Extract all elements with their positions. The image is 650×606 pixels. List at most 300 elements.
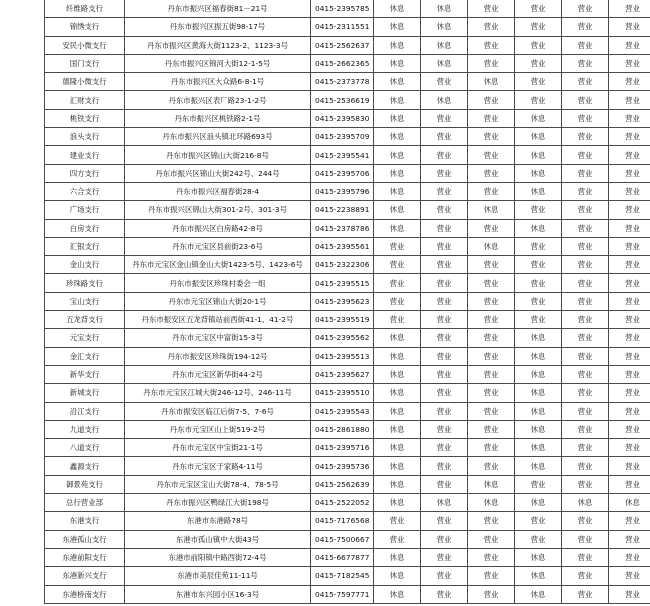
- branch-phone-cell: 0415-2395716: [311, 439, 374, 457]
- day-status-cell: 营业: [562, 384, 609, 402]
- branch-name-cell: 九道支行: [45, 420, 125, 438]
- table-body: [45, 0, 650, 603]
- table-row: [45, 182, 650, 200]
- day-status-cell: 营业: [609, 365, 650, 383]
- branch-name-cell: 总行营业部: [45, 494, 125, 512]
- day-status-cell: 营业: [515, 237, 562, 255]
- day-status-cell: 营业: [562, 439, 609, 457]
- day-status-cell: 营业: [609, 109, 650, 127]
- branch-name-cell: 鑫源支行: [45, 457, 125, 475]
- branch-phone-cell: 0415-2395709: [311, 128, 374, 146]
- day-status-cell: 营业: [562, 237, 609, 255]
- table-row: [45, 128, 650, 146]
- branch-name-cell: 宝山支行: [45, 292, 125, 310]
- day-status-cell: 营业: [421, 73, 468, 91]
- day-status-cell: 休息: [421, 91, 468, 109]
- day-status-cell: 营业: [562, 585, 609, 603]
- day-status-cell: 营业: [609, 219, 650, 237]
- day-status-cell: 营业: [609, 567, 650, 585]
- day-status-cell: 营业: [609, 54, 650, 72]
- table-row: [45, 567, 650, 585]
- branch-name-cell: 国门支行: [45, 54, 125, 72]
- day-status-cell: 休息: [515, 164, 562, 182]
- day-status-cell: 营业: [421, 530, 468, 548]
- branch-phone-cell: 0415-2395627: [311, 365, 374, 383]
- day-status-cell: 休息: [374, 420, 421, 438]
- day-status-cell: 营业: [468, 439, 515, 457]
- day-status-cell: 营业: [609, 292, 650, 310]
- branch-name-cell: 金山支行: [45, 256, 125, 274]
- day-status-cell: 营业: [515, 512, 562, 530]
- table-row: [45, 256, 650, 274]
- table-row: [45, 292, 650, 310]
- branch-address-cell: 丹东市振兴区桃铁路2-1号: [125, 109, 311, 127]
- branch-address-cell: 丹东市元宝区锦山大街20-1号: [125, 292, 311, 310]
- day-status-cell: 营业: [468, 36, 515, 54]
- table-row: [45, 91, 650, 109]
- table-row: [45, 494, 650, 512]
- day-status-cell: 营业: [468, 420, 515, 438]
- day-status-cell: 营业: [609, 256, 650, 274]
- day-status-cell: 营业: [468, 54, 515, 72]
- day-status-cell: 营业: [468, 146, 515, 164]
- day-status-cell: 休息: [374, 384, 421, 402]
- day-status-cell: 营业: [421, 384, 468, 402]
- day-status-cell: 营业: [421, 292, 468, 310]
- day-status-cell: 营业: [421, 201, 468, 219]
- table-row: [45, 73, 650, 91]
- day-status-cell: 营业: [515, 0, 562, 18]
- day-status-cell: 营业: [468, 256, 515, 274]
- day-status-cell: 营业: [609, 420, 650, 438]
- table-row: [45, 347, 650, 365]
- day-status-cell: 休息: [515, 329, 562, 347]
- branch-address-cell: 丹东市振兴区福春街28-4: [125, 182, 311, 200]
- day-status-cell: 营业: [562, 182, 609, 200]
- day-status-cell: 营业: [421, 164, 468, 182]
- day-status-cell: 营业: [421, 548, 468, 566]
- day-status-cell: 营业: [562, 402, 609, 420]
- branch-phone-cell: 0415-7176568: [311, 512, 374, 530]
- day-status-cell: 休息: [374, 567, 421, 585]
- day-status-cell: 营业: [421, 475, 468, 493]
- branch-phone-cell: 0415-2562639: [311, 475, 374, 493]
- day-status-cell: 休息: [374, 182, 421, 200]
- table-row: [45, 237, 650, 255]
- day-status-cell: 营业: [421, 109, 468, 127]
- day-status-cell: 营业: [609, 73, 650, 91]
- day-status-cell: 休息: [374, 109, 421, 127]
- branch-address-cell: 丹东市振兴区锦山大街216-8号: [125, 146, 311, 164]
- branch-phone-cell: 0415-2395562: [311, 329, 374, 347]
- day-status-cell: 营业: [421, 256, 468, 274]
- day-status-cell: 营业: [421, 585, 468, 603]
- day-status-cell: 营业: [562, 512, 609, 530]
- day-status-cell: 营业: [562, 311, 609, 329]
- day-status-cell: 营业: [562, 109, 609, 127]
- day-status-cell: 营业: [374, 311, 421, 329]
- branch-name-cell: 建业支行: [45, 146, 125, 164]
- day-status-cell: 休息: [515, 146, 562, 164]
- day-status-cell: 营业: [421, 219, 468, 237]
- day-status-cell: 休息: [515, 402, 562, 420]
- table-row: [45, 384, 650, 402]
- branch-phone-cell: 0415-2395519: [311, 311, 374, 329]
- branch-name-cell: 五龙背支行: [45, 311, 125, 329]
- day-status-cell: 营业: [609, 182, 650, 200]
- day-status-cell: 营业: [374, 256, 421, 274]
- day-status-cell: 休息: [374, 329, 421, 347]
- day-status-cell: 营业: [468, 219, 515, 237]
- branch-address-cell: 丹东市振兴区振五街98-17号: [125, 18, 311, 36]
- day-status-cell: 营业: [515, 530, 562, 548]
- day-status-cell: 休息: [374, 347, 421, 365]
- branch-phone-cell: 0415-2395830: [311, 109, 374, 127]
- branch-address-cell: 丹东市振兴区鸭绿江大街198号: [125, 494, 311, 512]
- day-status-cell: 休息: [515, 182, 562, 200]
- day-status-cell: 休息: [515, 457, 562, 475]
- day-status-cell: 休息: [609, 494, 650, 512]
- day-status-cell: 营业: [468, 109, 515, 127]
- day-status-cell: 营业: [468, 530, 515, 548]
- day-status-cell: 休息: [374, 201, 421, 219]
- day-status-cell: 营业: [609, 0, 650, 18]
- table-row: [45, 0, 650, 18]
- day-status-cell: 营业: [421, 512, 468, 530]
- branch-address-cell: 东港市东兴园小区16-3号: [125, 585, 311, 603]
- day-status-cell: 营业: [562, 91, 609, 109]
- day-status-cell: 营业: [609, 91, 650, 109]
- day-status-cell: 休息: [515, 219, 562, 237]
- day-status-cell: 休息: [468, 475, 515, 493]
- day-status-cell: 营业: [562, 457, 609, 475]
- branch-phone-cell: 0415-2536619: [311, 91, 374, 109]
- table-row: [45, 329, 650, 347]
- day-status-cell: 营业: [468, 347, 515, 365]
- day-status-cell: 营业: [421, 365, 468, 383]
- day-status-cell: 营业: [562, 347, 609, 365]
- branch-phone-cell: 0415-2395736: [311, 457, 374, 475]
- day-status-cell: 营业: [374, 530, 421, 548]
- day-status-cell: 营业: [609, 402, 650, 420]
- day-status-cell: 营业: [374, 292, 421, 310]
- branch-name-cell: 东港孤山支行: [45, 530, 125, 548]
- day-status-cell: 休息: [515, 494, 562, 512]
- table-row: [45, 548, 650, 566]
- branch-name-cell: 广场支行: [45, 201, 125, 219]
- branch-phone-cell: 0415-2395513: [311, 347, 374, 365]
- branch-phone-cell: 0415-2562637: [311, 36, 374, 54]
- day-status-cell: 营业: [468, 0, 515, 18]
- day-status-cell: 营业: [421, 457, 468, 475]
- day-status-cell: 营业: [609, 18, 650, 36]
- day-status-cell: 营业: [468, 384, 515, 402]
- branch-address-cell: 丹东市振安区临江后街7-5、7-6号: [125, 402, 311, 420]
- day-status-cell: 营业: [609, 164, 650, 182]
- table-row: [45, 585, 650, 603]
- branch-phone-cell: 0415-2395623: [311, 292, 374, 310]
- day-status-cell: 营业: [609, 475, 650, 493]
- branch-name-cell: 汇银支行: [45, 237, 125, 255]
- branch-address-cell: 丹东市元宝区山上街519-2号: [125, 420, 311, 438]
- branch-name-cell: 金汇支行: [45, 347, 125, 365]
- day-status-cell: 休息: [374, 36, 421, 54]
- day-status-cell: 休息: [374, 18, 421, 36]
- branch-name-cell: 六合支行: [45, 182, 125, 200]
- day-status-cell: 营业: [609, 512, 650, 530]
- day-status-cell: 营业: [421, 347, 468, 365]
- branch-name-cell: 安民小微支行: [45, 36, 125, 54]
- day-status-cell: 休息: [421, 36, 468, 54]
- day-status-cell: 营业: [609, 439, 650, 457]
- day-status-cell: 营业: [468, 311, 515, 329]
- table-row: [45, 201, 650, 219]
- day-status-cell: 营业: [468, 365, 515, 383]
- branch-address-cell: 丹东市元宝区金山镇金山大街1423-5号、1423-6号: [125, 256, 311, 274]
- table-row: [45, 54, 650, 72]
- day-status-cell: 休息: [515, 365, 562, 383]
- day-status-cell: 休息: [515, 128, 562, 146]
- day-status-cell: 营业: [562, 54, 609, 72]
- branch-address-cell: 丹东市振兴区白房路42-8号: [125, 219, 311, 237]
- day-status-cell: 营业: [562, 567, 609, 585]
- day-status-cell: 营业: [609, 585, 650, 603]
- day-status-cell: 营业: [562, 548, 609, 566]
- day-status-cell: 营业: [515, 91, 562, 109]
- day-status-cell: 休息: [515, 585, 562, 603]
- day-status-cell: 营业: [421, 567, 468, 585]
- table-row: [45, 36, 650, 54]
- table-row: [45, 475, 650, 493]
- day-status-cell: 营业: [609, 36, 650, 54]
- day-status-cell: 营业: [562, 201, 609, 219]
- day-status-cell: 休息: [374, 128, 421, 146]
- day-status-cell: 营业: [609, 548, 650, 566]
- day-status-cell: 营业: [468, 585, 515, 603]
- day-status-cell: 营业: [609, 146, 650, 164]
- day-status-cell: 休息: [468, 494, 515, 512]
- branch-phone-cell: 0415-2322306: [311, 256, 374, 274]
- day-status-cell: 营业: [421, 128, 468, 146]
- day-status-cell: 休息: [374, 365, 421, 383]
- branch-phone-cell: 0415-2311551: [311, 18, 374, 36]
- branch-name-cell: 汇财支行: [45, 91, 125, 109]
- day-status-cell: 营业: [421, 146, 468, 164]
- day-status-cell: 营业: [374, 512, 421, 530]
- branch-phone-cell: 0415-7597771: [311, 585, 374, 603]
- day-status-cell: 营业: [515, 256, 562, 274]
- day-status-cell: 营业: [515, 73, 562, 91]
- branch-address-cell: 丹东市振兴区大众路6-8-1号: [125, 73, 311, 91]
- day-status-cell: 营业: [374, 274, 421, 292]
- branch-phone-cell: 0415-2395785: [311, 0, 374, 18]
- day-status-cell: 休息: [374, 439, 421, 457]
- branch-address-cell: 丹东市振兴区锦山大街301-2号、301-3号: [125, 201, 311, 219]
- branch-address-cell: 丹东市元宝区于家路4-11号: [125, 457, 311, 475]
- branch-name-cell: 东港新兴支行: [45, 567, 125, 585]
- branch-address-cell: 丹东市振兴区浪头镇北环路693号: [125, 128, 311, 146]
- branch-address-cell: 丹东市元宝区江城大街246-12号、246-11号: [125, 384, 311, 402]
- branch-phone-cell: 0415-2395515: [311, 274, 374, 292]
- day-status-cell: 营业: [609, 201, 650, 219]
- day-status-cell: 营业: [468, 182, 515, 200]
- day-status-cell: 休息: [515, 420, 562, 438]
- table-row: [45, 311, 650, 329]
- branch-address-cell: 丹东市元宝区县前街23-6号: [125, 237, 311, 255]
- branch-hours-table: [44, 0, 650, 604]
- day-status-cell: 营业: [562, 530, 609, 548]
- day-status-cell: 营业: [609, 384, 650, 402]
- branch-address-cell: 丹东市元宝区中宝街21-1号: [125, 439, 311, 457]
- branch-phone-cell: 0415-2662365: [311, 54, 374, 72]
- branch-address-cell: 丹东市振安区珍珠村委会一组: [125, 274, 311, 292]
- day-status-cell: 营业: [468, 567, 515, 585]
- branch-address-cell: 东港市美辰佳苑11-11号: [125, 567, 311, 585]
- table-row: [45, 274, 650, 292]
- branch-phone-cell: 0415-2395541: [311, 146, 374, 164]
- day-status-cell: 营业: [562, 164, 609, 182]
- table-row: [45, 164, 650, 182]
- branch-phone-cell: 0415-2395706: [311, 164, 374, 182]
- day-status-cell: 营业: [421, 329, 468, 347]
- day-status-cell: 休息: [374, 73, 421, 91]
- day-status-cell: 休息: [562, 494, 609, 512]
- day-status-cell: 营业: [421, 420, 468, 438]
- day-status-cell: 休息: [468, 237, 515, 255]
- day-status-cell: 营业: [562, 0, 609, 18]
- branch-address-cell: 丹东市振兴区黄海大街1123-2、1123-3号: [125, 36, 311, 54]
- day-status-cell: 营业: [421, 274, 468, 292]
- table-row: [45, 219, 650, 237]
- branch-name-cell: 东港桥南支行: [45, 585, 125, 603]
- day-status-cell: 营业: [562, 128, 609, 146]
- table-row: [45, 420, 650, 438]
- day-status-cell: 休息: [374, 146, 421, 164]
- day-status-cell: 营业: [609, 329, 650, 347]
- day-status-cell: 营业: [421, 182, 468, 200]
- table-row: [45, 457, 650, 475]
- day-status-cell: 营业: [609, 311, 650, 329]
- day-status-cell: 休息: [515, 384, 562, 402]
- day-status-cell: 休息: [515, 439, 562, 457]
- day-status-cell: 营业: [562, 219, 609, 237]
- day-status-cell: 营业: [609, 274, 650, 292]
- day-status-cell: 休息: [515, 567, 562, 585]
- table-row: [45, 18, 650, 36]
- branch-address-cell: 丹东市振兴区福春街81－21号: [125, 0, 311, 18]
- branch-phone-cell: 0415-7500667: [311, 530, 374, 548]
- table-row: [45, 530, 650, 548]
- table-row: [45, 109, 650, 127]
- branch-phone-cell: 0415-2861880: [311, 420, 374, 438]
- day-status-cell: 营业: [515, 292, 562, 310]
- branch-phone-cell: 0415-6677877: [311, 548, 374, 566]
- day-status-cell: 营业: [609, 457, 650, 475]
- branch-name-cell: 元宝支行: [45, 329, 125, 347]
- table-row: [45, 512, 650, 530]
- branch-name-cell: 东港前阳支行: [45, 548, 125, 566]
- day-status-cell: 休息: [374, 494, 421, 512]
- branch-name-cell: 新城支行: [45, 384, 125, 402]
- day-status-cell: 营业: [421, 439, 468, 457]
- branch-address-cell: 东港市东港路78号: [125, 512, 311, 530]
- day-status-cell: 营业: [468, 18, 515, 36]
- day-status-cell: 营业: [515, 54, 562, 72]
- day-status-cell: 营业: [562, 292, 609, 310]
- day-status-cell: 休息: [421, 494, 468, 512]
- branch-name-cell: 东港支行: [45, 512, 125, 530]
- day-status-cell: 休息: [515, 548, 562, 566]
- branch-address-cell: 丹东市振兴区锦河大街12-1-5号: [125, 54, 311, 72]
- branch-name-cell: 纤维路支行: [45, 0, 125, 18]
- day-status-cell: 营业: [468, 402, 515, 420]
- day-status-cell: 营业: [609, 530, 650, 548]
- branch-address-cell: 丹东市元宝区宝山大街78-4、78-5号: [125, 475, 311, 493]
- branch-phone-cell: 0415-7182545: [311, 567, 374, 585]
- day-status-cell: 休息: [515, 109, 562, 127]
- day-status-cell: 营业: [609, 347, 650, 365]
- day-status-cell: 休息: [421, 54, 468, 72]
- day-status-cell: 营业: [468, 164, 515, 182]
- branch-name-cell: 四方支行: [45, 164, 125, 182]
- day-status-cell: 营业: [609, 128, 650, 146]
- day-status-cell: 休息: [374, 91, 421, 109]
- day-status-cell: 营业: [562, 365, 609, 383]
- day-status-cell: 营业: [562, 420, 609, 438]
- day-status-cell: 营业: [468, 274, 515, 292]
- branch-phone-cell: 0415-2373778: [311, 73, 374, 91]
- branch-phone-cell: 0415-2378786: [311, 219, 374, 237]
- day-status-cell: 营业: [421, 237, 468, 255]
- day-status-cell: 营业: [515, 311, 562, 329]
- day-status-cell: 营业: [562, 329, 609, 347]
- branch-address-cell: 丹东市元宝区新华街44-2号: [125, 365, 311, 383]
- day-status-cell: 营业: [468, 548, 515, 566]
- branch-name-cell: 珍珠路支行: [45, 274, 125, 292]
- branch-name-cell: 白房支行: [45, 219, 125, 237]
- branch-phone-cell: 0415-2395510: [311, 384, 374, 402]
- branch-address-cell: 丹东市元宝区中富街15-3号: [125, 329, 311, 347]
- branch-name-cell: 八道支行: [45, 439, 125, 457]
- day-status-cell: 营业: [562, 18, 609, 36]
- day-status-cell: 营业: [374, 237, 421, 255]
- day-status-cell: 营业: [515, 18, 562, 36]
- day-status-cell: 休息: [374, 475, 421, 493]
- day-status-cell: 营业: [609, 237, 650, 255]
- branch-phone-cell: 0415-2395796: [311, 182, 374, 200]
- day-status-cell: 营业: [421, 402, 468, 420]
- day-status-cell: 营业: [468, 329, 515, 347]
- day-status-cell: 营业: [562, 146, 609, 164]
- branch-phone-cell: 0415-2238891: [311, 201, 374, 219]
- day-status-cell: 休息: [374, 0, 421, 18]
- branch-name-cell: 御景苑支行: [45, 475, 125, 493]
- day-status-cell: 营业: [515, 274, 562, 292]
- day-status-cell: 休息: [374, 457, 421, 475]
- branch-name-cell: 锦绣支行: [45, 18, 125, 36]
- day-status-cell: 营业: [421, 311, 468, 329]
- day-status-cell: 休息: [468, 201, 515, 219]
- branch-name-cell: 沿江支行: [45, 402, 125, 420]
- branch-address-cell: 东港市孤山镇中大街43号: [125, 530, 311, 548]
- day-status-cell: 休息: [374, 164, 421, 182]
- day-status-cell: 休息: [374, 219, 421, 237]
- day-status-cell: 休息: [374, 548, 421, 566]
- day-status-cell: 营业: [468, 292, 515, 310]
- branch-phone-cell: 0415-2395561: [311, 237, 374, 255]
- day-status-cell: 休息: [374, 585, 421, 603]
- branch-address-cell: 丹东市振安区五龙背镇站前西街41-1、41-2号: [125, 311, 311, 329]
